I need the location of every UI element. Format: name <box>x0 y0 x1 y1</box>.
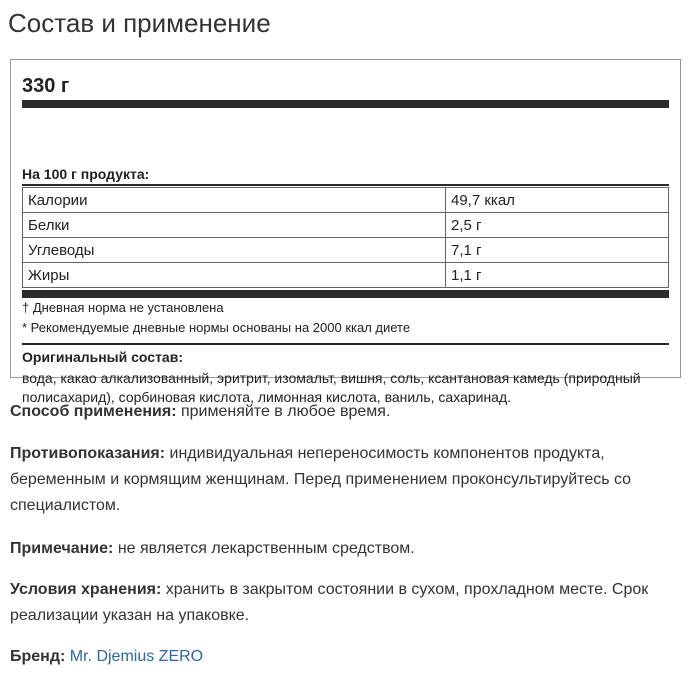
usage-text: применяйте в любое время. <box>180 403 391 420</box>
serving-size: 330 г <box>22 75 70 97</box>
thin-divider <box>22 343 669 345</box>
nutrient-name: Белки <box>23 213 446 238</box>
original-composition-label: Оригинальный состав: <box>22 349 183 365</box>
contraindications-paragraph <box>10 441 690 519</box>
brand-label: Бренд: <box>10 648 66 665</box>
nutrient-value: 7,1 г <box>446 238 669 263</box>
nutrient-name: Углеводы <box>23 238 446 263</box>
original-composition-text: вода, какао алкализованный, эритрит, изомальт, вишня, соль, ксантановая камедь (природный полисахарид), сорбиновая кислота, лимонная кислота, ваниль, сахаринад. <box>22 370 641 405</box>
table-row <box>23 238 669 263</box>
nutrient-value: 2,5 г <box>446 213 669 238</box>
note-text: не является лекарственным средством. <box>117 540 415 557</box>
brand-link[interactable]: Mr. Djemius ZERO <box>69 648 204 665</box>
thick-divider <box>22 290 669 298</box>
per-100g-label: На 100 г продукта: <box>22 166 150 182</box>
contraindications-text: индивидуальная непереносимость компонентов продукта, беременным и кормящим женщинам. Перед применением проконсультируйтесь со специалистом. <box>10 445 632 514</box>
brand-paragraph <box>10 644 690 670</box>
section-title: Состав и применение <box>8 8 271 38</box>
nutrient-value: 49,7 ккал <box>446 188 669 213</box>
storage-text: хранить в закрытом состоянии в сухом, прохладном месте. Срок реализации указан на упаковке. <box>10 581 649 624</box>
recommended-norm-note: * Рекомендуемые дневные нормы основаны на 2000 ккал диете <box>22 320 411 335</box>
thin-divider <box>22 184 669 186</box>
usage-label: Способ применения: <box>10 403 177 420</box>
nutrition-facts-box <box>10 59 681 405</box>
note-label: Примечание: <box>10 540 114 557</box>
note-paragraph <box>10 536 690 562</box>
nutrient-name: Калории <box>23 188 446 213</box>
nutrition-table <box>22 187 669 288</box>
contraindications-label: Противопоказания: <box>10 445 166 462</box>
thick-divider <box>22 100 669 108</box>
storage-paragraph <box>10 577 690 629</box>
table-row <box>23 188 669 213</box>
storage-label: Условия хранения: <box>10 581 162 598</box>
nutrient-value: 1,1 г <box>446 263 669 288</box>
table-row <box>23 263 669 288</box>
daily-value-note: † Дневная норма не установлена <box>22 300 224 315</box>
nutrient-name: Жиры <box>23 263 446 288</box>
usage-paragraph <box>10 399 690 425</box>
table-row <box>23 213 669 238</box>
